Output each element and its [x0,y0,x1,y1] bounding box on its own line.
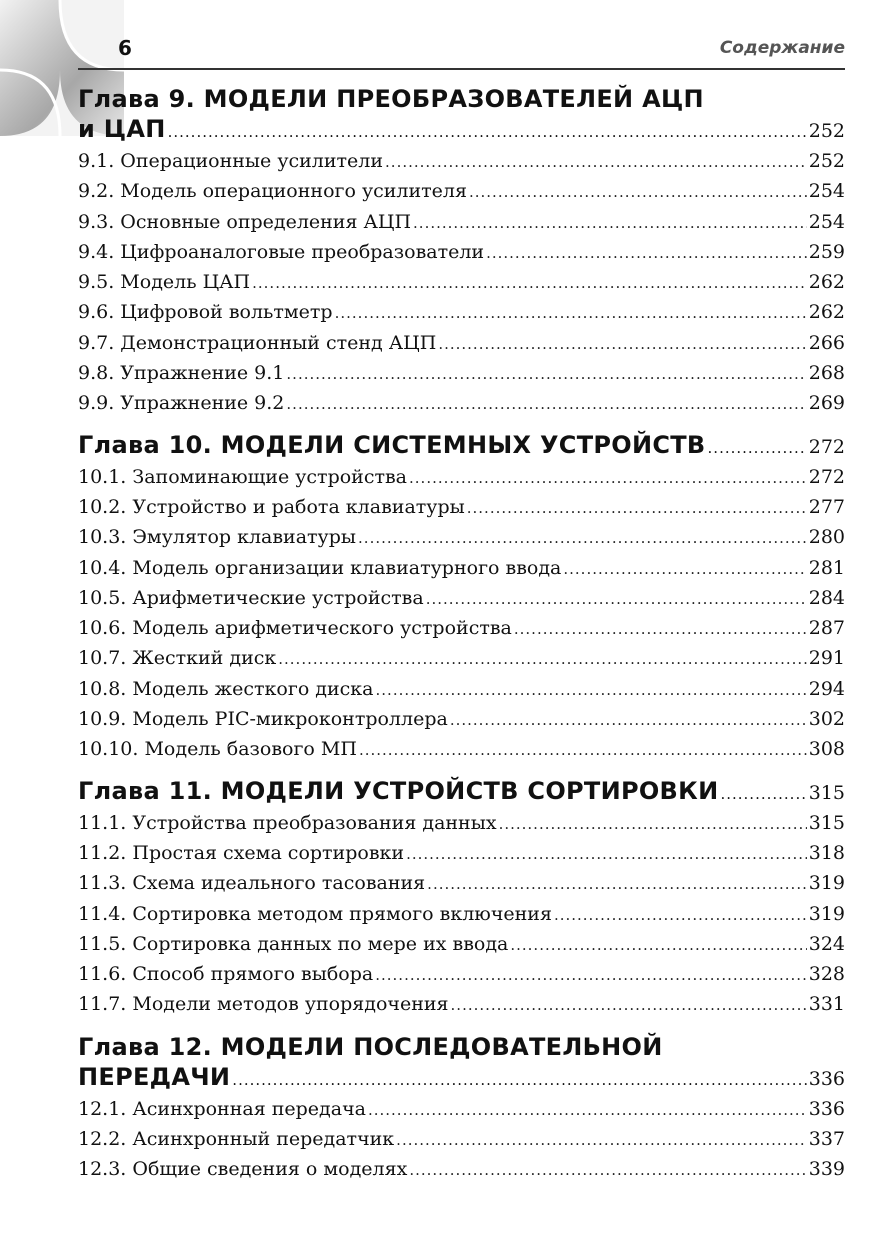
toc-entry-label: 10.1. Запоминающие устройства [78,465,408,488]
chapter-10 [78,431,845,765]
toc-entry-page: 319 [808,902,845,925]
toc-entry-page: 336 [808,1097,845,1120]
chapter-title-line: Глава 10. МОДЕЛИ СИСТЕМНЫХ УСТРОЙСТВ [78,430,706,459]
chapter-page: 336 [808,1067,845,1090]
toc-entry-label: 9.8. Упражнение 9.1 [78,362,285,385]
toc-entry[interactable] [78,388,845,418]
toc-entry[interactable] [78,492,845,522]
toc-entry-label: 10.4. Модель организации клавиатурного ввода [78,556,562,579]
toc-entry-label: 11.1. Устройства преобразования данных [78,811,497,834]
toc-entry-page: 324 [808,932,845,955]
toc-entry-label: 9.2. Модель операционного усилителя [78,180,467,203]
toc-entry[interactable] [78,1124,845,1154]
toc-entry-label: 12.1. Асинхронная передача [78,1097,366,1120]
toc-entry[interactable] [78,899,845,929]
toc-entry-label: 10.7. Жесткий диск [78,647,277,670]
toc-entry-label: 9.1. Операционные усилители [78,150,384,172]
toc-entry-label: 11.4. Сортировка методом прямого включения [78,902,552,925]
toc-entry-label: 10.5. Арифметические устройства [78,586,424,609]
toc-entry[interactable] [78,237,845,267]
chapter-12 [78,1032,845,1185]
toc-entry-label: 10.9. Модель PIC-микроконтроллера [78,708,448,731]
chapter-title-entry[interactable] [78,777,845,808]
toc-entry-label: 9.6. Цифровой вольтметр [78,301,333,324]
toc-entry-page: 302 [808,708,845,731]
toc-entry[interactable] [78,462,845,492]
chapter-title-entry[interactable] [78,115,845,146]
toc-entry[interactable] [78,522,845,552]
toc-entry-page: 272 [808,465,845,488]
toc-entry[interactable] [78,358,845,388]
toc-entry-label: 10.10. Модель базового МП [78,738,357,761]
toc-entry-page: 281 [808,556,845,579]
toc-entry[interactable] [78,146,845,176]
chapter-title: Глава 9. МОДЕЛИ ПРЕОБРАЗОВАТЕЛЕЙ АЦП [78,85,704,113]
chapter-page: 315 [808,781,845,804]
chapter-title-line: ПЕРЕДАЧИ [78,1062,231,1091]
toc-entry-page: 339 [808,1158,845,1181]
toc-entry[interactable] [78,838,845,868]
toc-entry-page: 308 [808,738,845,761]
toc-entry-label: 11.7. Модели методов упорядочения [78,993,449,1016]
toc-entry-label: 11.6. Способ прямого выбора [78,963,374,986]
toc-entry-label: 10.3. Эмулятор клавиатуры [78,526,357,549]
chapter-title-line: и ЦАП [78,115,166,143]
chapter-title: Глава 12. МОДЕЛИ ПОСЛЕДОВАТЕЛЬНОЙ [78,1032,663,1061]
toc-entry[interactable] [78,929,845,959]
toc-entry-page: 269 [808,392,845,415]
toc-entry-label: 11.5. Сортировка данных по мере их ввода [78,932,509,955]
toc-entry[interactable] [78,643,845,673]
chapter-title-entry[interactable] [78,1063,845,1094]
toc-entry-page: 315 [808,811,845,834]
toc-entry[interactable] [78,328,845,358]
toc-entry-page: 337 [808,1128,845,1151]
toc-entry[interactable] [78,868,845,898]
toc-entry[interactable] [78,583,845,613]
table-of-contents [78,84,845,1185]
toc-entry-page: 252 [808,150,845,172]
toc-entry-page: 280 [808,526,845,549]
toc-entry-label: 9.7. Демонстрационный стенд АЦП [78,331,437,354]
toc-entry[interactable] [78,613,845,643]
toc-entry[interactable] [78,553,845,583]
toc-entry[interactable] [78,267,845,297]
chapter-11 [78,777,845,1020]
chapter-title-entry[interactable] [78,431,845,462]
toc-entry-label: 10.6. Модель арифметического устройства [78,617,512,640]
chapter-page: 252 [808,120,845,142]
toc-entry[interactable] [78,808,845,838]
toc-entry-page: 294 [808,677,845,700]
page-header [78,34,845,70]
toc-entry-label: 11.2. Простая схема сортировки [78,841,405,864]
toc-entry[interactable] [78,1094,845,1124]
chapter-page: 272 [808,435,845,458]
toc-entry-page: 254 [808,180,845,203]
toc-entry-page: 266 [808,331,845,354]
toc-entry-label: 9.9. Упражнение 9.2 [78,392,285,415]
toc-entry-label: 9.3. Основные определения АЦП [78,210,412,233]
toc-entry-page: 262 [808,301,845,324]
toc-entry-label: 12.3. Общие сведения о моделях [78,1158,408,1181]
toc-entry-page: 318 [808,841,845,864]
toc-entry[interactable] [78,176,845,206]
toc-entry-page: 319 [808,872,845,895]
toc-entry[interactable] [78,704,845,734]
toc-entry-page: 287 [808,617,845,640]
toc-entry-page: 284 [808,586,845,609]
toc-entry[interactable] [78,674,845,704]
toc-entry-page: 291 [808,647,845,670]
toc-entry-label: 11.3. Схема идеального тасования [78,872,426,895]
toc-entry-label: 10.8. Модель жесткого диска [78,677,374,700]
toc-entry-page: 277 [808,495,845,518]
toc-entry[interactable] [78,989,845,1019]
toc-entry[interactable] [78,207,845,237]
toc-entry-page: 259 [808,240,845,263]
toc-entry-label: 9.4. Цифроаналоговые преобразователи [78,240,485,263]
chapter-9 [78,84,845,419]
toc-entry-label: 9.5. Модель ЦАП [78,271,251,294]
toc-entry[interactable] [78,297,845,327]
toc-entry-page: 254 [808,210,845,233]
toc-entry-page: 328 [808,963,845,986]
toc-entry-label: 12.2. Асинхронный передатчик [78,1128,395,1151]
chapter-title-line: Глава 11. МОДЕЛИ УСТРОЙСТВ СОРТИРОВКИ [78,776,719,805]
toc-entry-page: 331 [808,993,845,1016]
toc-entry[interactable] [78,959,845,989]
page-number: 6 [118,36,132,60]
running-title: Содержание [719,38,845,58]
toc-entry[interactable] [78,734,845,764]
toc-entry-page: 262 [808,271,845,294]
toc-entry-label: 10.2. Устройство и работа клавиатуры [78,495,465,518]
toc-entry[interactable] [78,1154,845,1184]
toc-entry-page: 268 [808,362,845,385]
